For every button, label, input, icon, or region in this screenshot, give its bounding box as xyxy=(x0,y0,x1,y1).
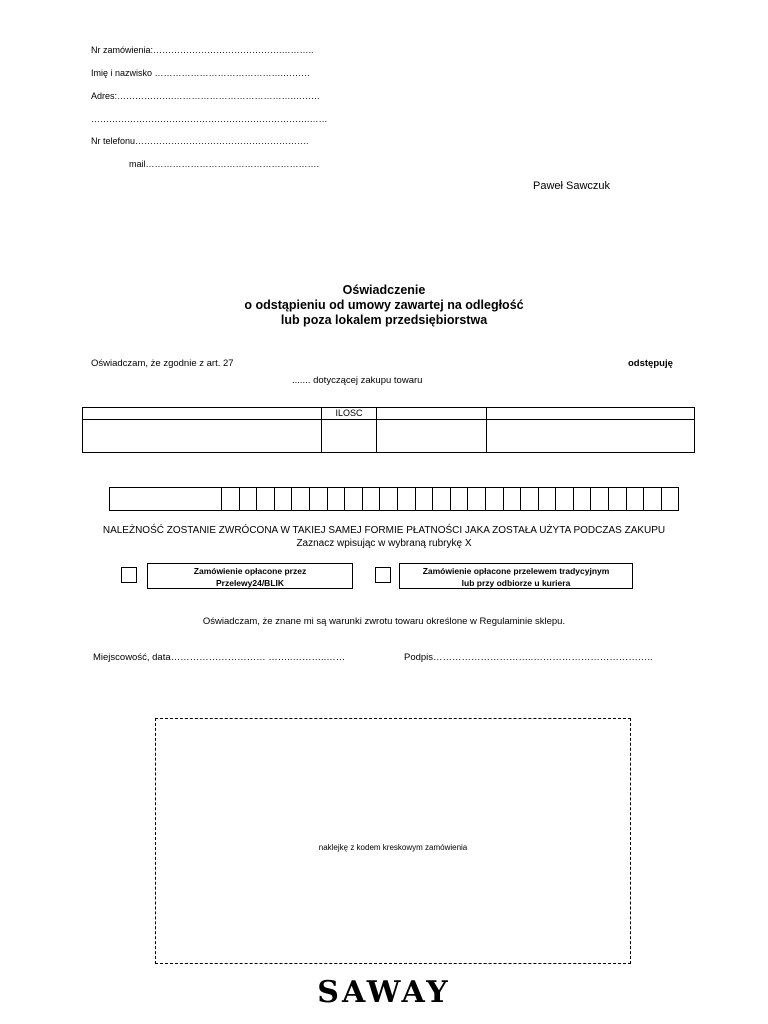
account-box[interactable] xyxy=(643,488,661,510)
account-box[interactable] xyxy=(573,488,591,510)
account-box[interactable] xyxy=(432,488,450,510)
doc-title-line2: o odstąpieniu od umowy zawartej na odległość xyxy=(244,298,524,312)
table-header-quantity: ILOSC xyxy=(322,408,377,420)
account-number-boxes[interactable] xyxy=(109,487,679,511)
account-box[interactable] xyxy=(221,488,239,510)
account-box[interactable] xyxy=(661,488,679,510)
account-box[interactable] xyxy=(327,488,345,510)
account-box[interactable] xyxy=(608,488,626,510)
table-row xyxy=(83,420,695,453)
doc-title-line3: lub poza lokalem przedsiębiorstwa xyxy=(280,313,488,327)
barcode-sticker-area xyxy=(155,718,631,964)
account-box[interactable] xyxy=(520,488,538,510)
account-box[interactable] xyxy=(344,488,362,510)
declaration-sub: ....... dotyczącej zakupu towaru xyxy=(292,375,423,386)
account-box[interactable] xyxy=(362,488,380,510)
address-line2-field: ……………………………………………………………….…… xyxy=(91,114,328,124)
option-transfer-checkbox[interactable] xyxy=(375,567,391,583)
table-cell[interactable] xyxy=(83,420,322,453)
refund-notice: NALEŻNOŚĆ ZOSTANIE ZWRÓCONA W TAKIEJ SAMEJ FORMIE PŁATNOŚCI JAKA ZOSTAŁA UŻYTA PODCZAS ZAKUPU xyxy=(102,525,666,536)
option1-line1: Zamówienie opłacone przez xyxy=(193,566,307,576)
table-cell[interactable] xyxy=(487,420,695,453)
refund-instruction: Zaznacz wpisując w wybraną rubrykę X xyxy=(296,538,472,549)
table-cell[interactable] xyxy=(322,420,377,453)
table-cell[interactable] xyxy=(377,420,487,453)
account-box[interactable] xyxy=(538,488,556,510)
table-header-cell xyxy=(83,408,322,420)
account-box[interactable] xyxy=(415,488,433,510)
name-field: Imię i nazwisko …………………………………….……… xyxy=(91,68,311,78)
account-box[interactable] xyxy=(555,488,573,510)
account-box[interactable] xyxy=(256,488,274,510)
terms-statement: Oświadczam, że znane mi są warunki zwrotu towaru określone w Regulaminie sklepu. xyxy=(202,616,566,627)
address-field: Adres:……………….………………………………….……… xyxy=(91,91,321,101)
account-box[interactable] xyxy=(110,488,221,510)
account-box[interactable] xyxy=(590,488,608,510)
table-header-row xyxy=(83,408,695,420)
account-box[interactable] xyxy=(485,488,503,510)
declaration-text: Oświadczam, że zgodnie z art. 27 xyxy=(91,358,234,369)
option-przelewy24-label xyxy=(147,563,353,589)
saway-logo: SAWAY xyxy=(317,975,451,1010)
items-table xyxy=(82,407,695,453)
option2-line2: lub przy odbiorze u kuriera xyxy=(461,578,571,588)
account-box[interactable] xyxy=(379,488,397,510)
account-box[interactable] xyxy=(309,488,327,510)
mail-field: mail…………………………………………………. xyxy=(129,159,320,169)
signature-field: Podpis…………………………..……………………………….. xyxy=(404,652,653,663)
recipient-name: Paweł Sawczuk xyxy=(533,180,611,192)
account-box[interactable] xyxy=(239,488,257,510)
account-box[interactable] xyxy=(626,488,644,510)
account-box[interactable] xyxy=(397,488,415,510)
phone-field: Nr telefonu…………………………………………………. xyxy=(91,136,309,146)
account-box[interactable] xyxy=(467,488,485,510)
account-box[interactable] xyxy=(450,488,468,510)
doc-title-line1: Oświadczenie xyxy=(342,283,426,297)
account-box[interactable] xyxy=(274,488,292,510)
table-header-cell xyxy=(377,408,487,420)
table-header-cell xyxy=(487,408,695,420)
account-box[interactable] xyxy=(291,488,309,510)
account-box[interactable] xyxy=(503,488,521,510)
option1-line2: Przelewy24/BLIK xyxy=(215,578,285,588)
option-przelewy24-checkbox[interactable] xyxy=(121,567,137,583)
option2-line1: Zamówienie opłacone przelewem tradycyjnym xyxy=(422,566,610,576)
sticker-label: naklejkę z kodem kreskowym zamówienia xyxy=(318,843,468,852)
option-transfer-label xyxy=(399,563,633,589)
order-number-field: Nr zamówienia:…………………………………….……….. xyxy=(91,45,314,55)
withdraw-word: odstępuję xyxy=(628,358,673,369)
place-date-field: Miejscowość, data………………………… ……..………..…… xyxy=(93,652,346,663)
